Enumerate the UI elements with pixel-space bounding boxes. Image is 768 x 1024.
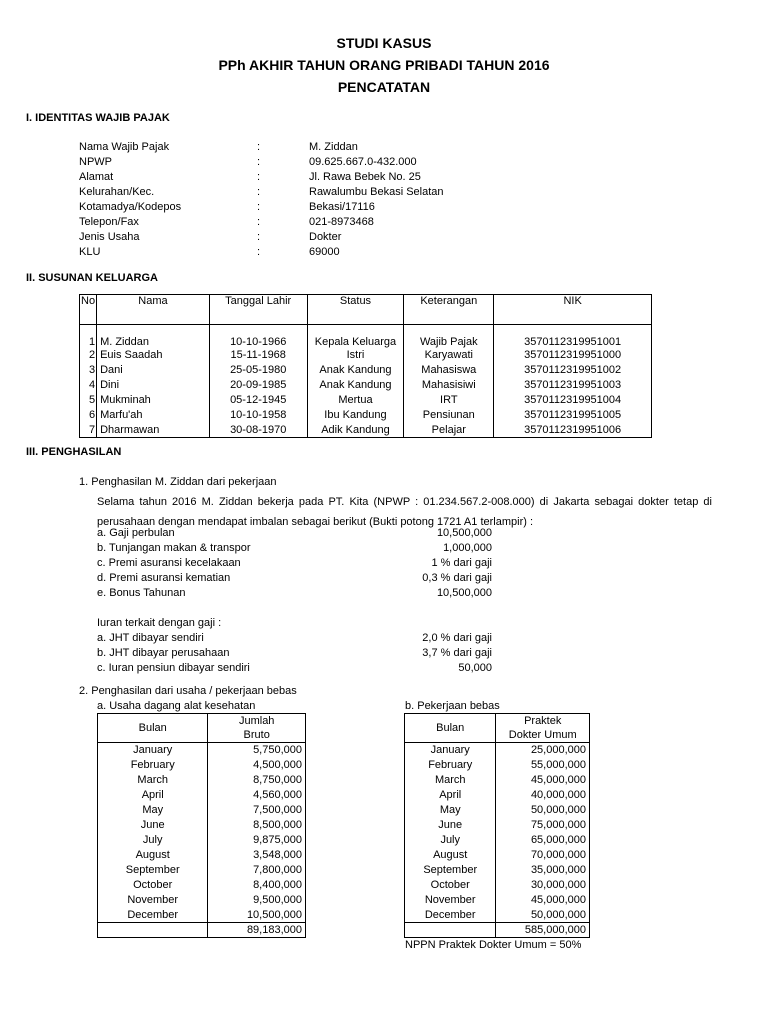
practice-month: February <box>405 758 496 773</box>
trade-month: August <box>98 848 208 863</box>
identity-separator: : <box>257 246 261 258</box>
family-nama: Euis Saadah <box>97 348 210 363</box>
trade-row <box>98 773 306 788</box>
trade-total: 89,183,000 <box>246 924 302 936</box>
practice-month: June <box>405 818 496 833</box>
practice-note: NPPN Praktek Dokter Umum = 50% <box>405 939 582 951</box>
trade-caption: a. Usaha dagang alat kesehatan <box>97 700 256 712</box>
practice-amount: 40,000,000 <box>530 789 586 801</box>
family-row <box>80 423 652 438</box>
salary-item-value: 1 % dari gaji <box>431 557 492 569</box>
practice-month: May <box>405 803 496 818</box>
trade-col-bruto-line1: Jumlah <box>238 715 275 727</box>
iuran-title: Iuran terkait dengan gaji : <box>97 617 222 629</box>
trade-row <box>98 803 306 818</box>
identity-label: Kelurahan/Kec. <box>79 186 155 198</box>
iuran-item-label: b. JHT dibayar perusahaan <box>97 647 230 659</box>
trade-amount: 8,750,000 <box>253 774 302 786</box>
family-keterangan: Mahasisiwi <box>404 378 494 393</box>
family-no: 5 <box>80 393 97 408</box>
family-nama: Dharmawan <box>97 423 210 438</box>
identity-value: Jl. Rawa Bebek No. 25 <box>309 171 421 183</box>
trade-amount: 10,500,000 <box>246 908 302 921</box>
trade-table <box>97 713 306 938</box>
family-row <box>80 393 652 408</box>
identity-separator: : <box>257 171 261 183</box>
trade-month: July <box>98 833 208 848</box>
doc-title-line1: STUDI KASUS <box>336 35 432 51</box>
family-tanggal-lahir: 15-11-1968 <box>209 348 307 363</box>
family-row <box>80 363 652 378</box>
family-status: Adik Kandung <box>307 423 404 438</box>
iuran-item-value: 50,000 <box>458 662 492 674</box>
trade-row <box>98 788 306 803</box>
trade-total-label <box>98 923 208 938</box>
salary-item-label: d. Premi asuransi kematian <box>97 572 231 584</box>
practice-amount: 70,000,000 <box>530 849 586 861</box>
trade-col-bulan: Bulan <box>98 714 208 743</box>
family-status: Kepala Keluarga <box>307 325 404 348</box>
col-nama: Nama <box>97 295 210 325</box>
trade-amount: 8,500,000 <box>253 819 302 831</box>
family-keterangan: Pelajar <box>404 423 494 438</box>
practice-row <box>405 863 590 878</box>
practice-month: August <box>405 848 496 863</box>
identity-separator: : <box>257 231 261 243</box>
identity-label: NPWP <box>79 156 112 168</box>
identity-label: Telepon/Fax <box>79 216 139 228</box>
iuran-item-value: 3,7 % dari gaji <box>422 647 492 659</box>
practice-month: January <box>405 743 496 758</box>
trade-month: September <box>98 863 208 878</box>
family-row <box>80 348 652 363</box>
identity-value: M. Ziddan <box>309 141 358 153</box>
practice-total-label <box>405 923 496 938</box>
trade-month: May <box>98 803 208 818</box>
salary-item-value: 1,000,000 <box>443 542 492 554</box>
col-nik: NIK <box>494 295 652 325</box>
practice-caption: b. Pekerjaan bebas <box>405 700 500 712</box>
income-heading: III. PENGHASILAN <box>26 446 122 458</box>
practice-month: September <box>405 863 496 878</box>
identity-value: Bekasi/17116 <box>309 201 375 213</box>
iuran-item-label: a. JHT dibayar sendiri <box>97 632 204 644</box>
family-keterangan: Pensiunan <box>404 408 494 423</box>
trade-total-row <box>98 923 306 938</box>
family-tanggal-lahir: 10-10-1958 <box>209 408 307 423</box>
trade-row <box>98 893 306 908</box>
family-tanggal-lahir: 25-05-1980 <box>209 363 307 378</box>
trade-row <box>98 848 306 863</box>
col-tanggal-lahir: Tanggal Lahir <box>209 295 307 325</box>
practice-row <box>405 743 590 758</box>
income-sub2: 2. Penghasilan dari usaha / pekerjaan bebas <box>79 685 297 697</box>
family-table <box>79 294 652 438</box>
practice-month: November <box>405 893 496 908</box>
family-no: 6 <box>80 408 97 423</box>
family-heading: II. SUSUNAN KELUARGA <box>26 272 159 284</box>
trade-month: November <box>98 893 208 908</box>
trade-amount: 9,875,000 <box>253 834 302 846</box>
practice-amount: 55,000,000 <box>530 759 586 771</box>
trade-amount: 9,500,000 <box>253 894 302 906</box>
trade-month: March <box>98 773 208 788</box>
salary-item-label: c. Premi asuransi kecelakaan <box>97 557 241 569</box>
identity-separator: : <box>257 216 261 228</box>
trade-row <box>98 863 306 878</box>
identity-label: Nama Wajib Pajak <box>79 141 170 153</box>
trade-col-bruto-line2: Bruto <box>243 729 270 741</box>
practice-amount: 50,000,000 <box>530 908 586 921</box>
family-keterangan: Wajib Pajak <box>404 325 494 348</box>
family-nama: Mukminah <box>97 393 210 408</box>
family-keterangan: Mahasiswa <box>404 363 494 378</box>
practice-amount: 30,000,000 <box>530 879 586 891</box>
practice-row <box>405 908 590 923</box>
family-nik: 3570112319951004 <box>494 393 652 408</box>
identity-value: 09.625.667.0-432.000 <box>309 156 417 168</box>
family-row <box>80 325 652 348</box>
family-nik: 3570112319951006 <box>494 423 652 438</box>
family-nik: 3570112319951005 <box>494 408 652 423</box>
practice-month: December <box>405 908 496 923</box>
salary-item-value: 10,500,000 <box>436 527 492 539</box>
practice-col-bulan: Bulan <box>405 714 496 743</box>
family-keterangan: Karyawati <box>404 348 494 363</box>
family-no: 7 <box>80 423 97 438</box>
trade-month: April <box>98 788 208 803</box>
practice-row <box>405 818 590 833</box>
family-status: Anak Kandung <box>307 363 404 378</box>
trade-row <box>98 758 306 773</box>
income-paragraph-line1: Selama tahun 2016 M. Ziddan bekerja pada PT. Kita (NPWP : 01.234.567.2-008.000) di Jakarta sebagai dokter tetap di <box>97 496 712 508</box>
practice-row <box>405 773 590 788</box>
family-row <box>80 378 652 393</box>
practice-amount: 65,000,000 <box>530 834 586 846</box>
trade-amount: 4,500,000 <box>253 759 302 771</box>
trade-row <box>98 743 306 758</box>
trade-row <box>98 818 306 833</box>
iuran-item-value: 2,0 % dari gaji <box>422 632 492 644</box>
identity-value: 69000 <box>309 246 340 258</box>
income-paragraph-line2: perusahaan dengan mendapat imbalan sebagai berikut (Bukti potong 1721 A1 terlampir) : <box>97 516 534 528</box>
trade-amount: 8,400,000 <box>253 879 302 891</box>
family-no: 2 <box>80 348 97 363</box>
practice-total-row <box>405 923 590 938</box>
family-status: Anak Kandung <box>307 378 404 393</box>
practice-amount: 45,000,000 <box>530 894 586 906</box>
salary-item-value: 10,500,000 <box>436 587 492 599</box>
practice-col-dokter-line2: Dokter Umum <box>508 729 577 741</box>
family-nama: M. Ziddan <box>97 325 210 348</box>
family-tanggal-lahir: 30-08-1970 <box>209 423 307 438</box>
practice-col-dokter-line1: Praktek <box>524 715 562 727</box>
practice-amount: 35,000,000 <box>530 864 586 876</box>
family-status: Mertua <box>307 393 404 408</box>
trade-row <box>98 878 306 893</box>
practice-table <box>404 713 590 938</box>
identity-heading: I. IDENTITAS WAJIB PAJAK <box>26 112 170 124</box>
salary-item-label: a. Gaji perbulan <box>97 527 175 539</box>
identity-value: Dokter <box>309 231 342 243</box>
practice-month: October <box>405 878 496 893</box>
identity-label: Alamat <box>79 171 114 183</box>
salary-item-value: 0,3 % dari gaji <box>422 572 492 584</box>
family-tanggal-lahir: 10-10-1966 <box>209 325 307 348</box>
family-status: Istri <box>307 348 404 363</box>
family-nik: 3570112319951000 <box>494 348 652 363</box>
practice-month: March <box>405 773 496 788</box>
identity-separator: : <box>257 141 261 153</box>
family-no: 3 <box>80 363 97 378</box>
identity-label: Kotamadya/Kodepos <box>79 201 182 213</box>
trade-month: June <box>98 818 208 833</box>
identity-value: 021-8973468 <box>309 216 374 228</box>
identity-label: KLU <box>79 246 101 258</box>
salary-item-label: b. Tunjangan makan & transpor <box>97 542 251 554</box>
trade-col-bruto <box>208 714 306 743</box>
trade-month: February <box>98 758 208 773</box>
practice-amount: 50,000,000 <box>530 804 586 816</box>
trade-amount: 4,560,000 <box>253 789 302 801</box>
trade-month: December <box>98 908 208 923</box>
practice-row <box>405 848 590 863</box>
family-nama: Dani <box>97 363 210 378</box>
trade-amount: 7,800,000 <box>253 864 302 876</box>
practice-total: 585,000,000 <box>524 924 586 936</box>
family-nik: 3570112319951001 <box>494 325 652 348</box>
trade-row <box>98 908 306 923</box>
trade-month: October <box>98 878 208 893</box>
practice-row <box>405 878 590 893</box>
practice-row <box>405 833 590 848</box>
family-nik: 3570112319951002 <box>494 363 652 378</box>
col-keterangan: Keterangan <box>404 295 494 325</box>
income-sub1: 1. Penghasilan M. Ziddan dari pekerjaan <box>79 476 277 488</box>
practice-col-dokter <box>496 714 590 743</box>
trade-row <box>98 833 306 848</box>
family-nama: Dini <box>97 378 210 393</box>
iuran-item-label: c. Iuran pensiun dibayar sendiri <box>97 662 250 674</box>
family-tanggal-lahir: 05-12-1945 <box>209 393 307 408</box>
practice-row <box>405 788 590 803</box>
identity-label: Jenis Usaha <box>79 231 140 243</box>
family-nama: Marfu'ah <box>97 408 210 423</box>
family-keterangan: IRT <box>404 393 494 408</box>
trade-amount: 3,548,000 <box>253 849 302 861</box>
family-status: Ibu Kandung <box>307 408 404 423</box>
identity-separator: : <box>257 186 261 198</box>
practice-row <box>405 893 590 908</box>
col-no: No <box>80 295 97 325</box>
family-no: 4 <box>80 378 97 393</box>
practice-amount: 25,000,000 <box>530 744 586 757</box>
salary-item-label: e. Bonus Tahunan <box>97 587 186 599</box>
family-row <box>80 408 652 423</box>
identity-separator: : <box>257 156 261 168</box>
family-no: 1 <box>80 325 97 348</box>
practice-row <box>405 758 590 773</box>
practice-month: July <box>405 833 496 848</box>
family-tanggal-lahir: 20-09-1985 <box>209 378 307 393</box>
trade-amount: 5,750,000 <box>253 744 302 757</box>
trade-month: January <box>98 743 208 758</box>
practice-amount: 45,000,000 <box>530 774 586 786</box>
family-nik: 3570112319951003 <box>494 378 652 393</box>
trade-amount: 7,500,000 <box>253 804 302 816</box>
col-status: Status <box>307 295 404 325</box>
practice-row <box>405 803 590 818</box>
identity-separator: : <box>257 201 261 213</box>
doc-title-line3: PENCATATAN <box>337 79 431 95</box>
practice-amount: 75,000,000 <box>530 819 586 831</box>
identity-value: Rawalumbu Bekasi Selatan <box>309 186 444 198</box>
doc-title-line2: PPh AKHIR TAHUN ORANG PRIBADI TAHUN 2016 <box>218 57 550 73</box>
practice-month: April <box>405 788 496 803</box>
